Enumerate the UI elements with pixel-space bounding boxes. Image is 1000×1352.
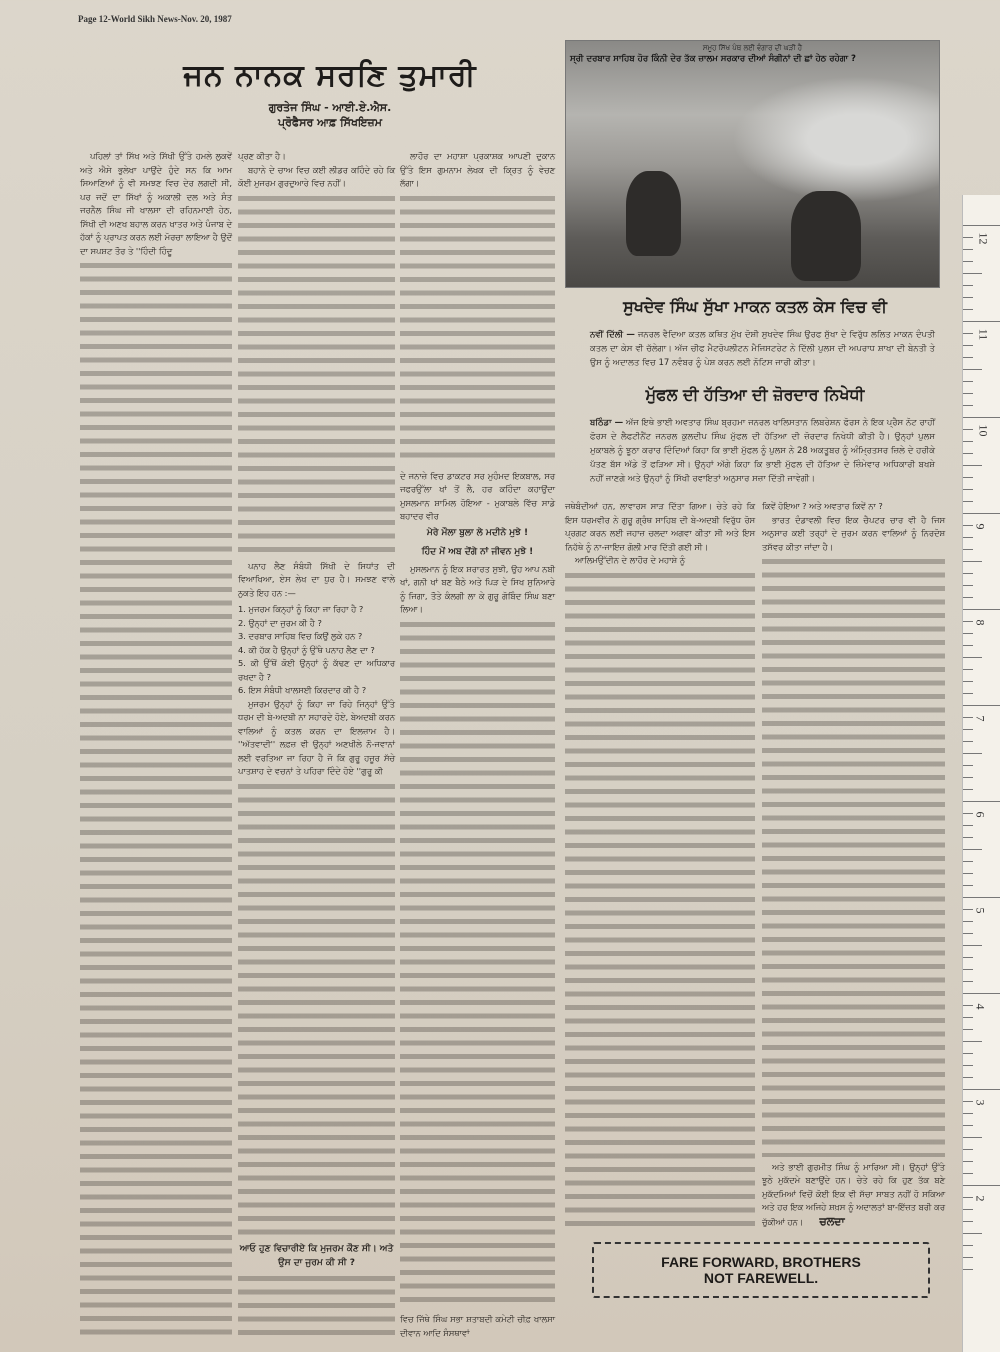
ruler-minor-tick [963, 249, 973, 250]
ruler-minor-tick [963, 393, 973, 394]
continued-label: ਚਲਦਾ [819, 1214, 845, 1228]
right-section [565, 296, 945, 1232]
ruler-tick [963, 801, 1000, 802]
ruler-number: 5 [973, 907, 988, 914]
page-folio: Page 12-World Sikh News-Nov. 20, 1987 [78, 14, 232, 24]
ruler-number: 10 [976, 424, 991, 437]
paragraph: ਮੁਜਰਮ ਉਨ੍ਹਾਂ ਨੂੰ ਕਿਹਾ ਜਾ ਰਿਹੇ ਜਿਨ੍ਹਾਂ ਉੱਤੇ ਧਰਮ ਦੀ ਬੇ-ਅਦਬੀ ਨਾ ਸਹਾਰਦੇ ਹੋਏ, ਬੇਅਦਬੀ ਕਰਨ ਵਾਲਿਆਂ ਨੂੰ ਕਤਲ ਕਰਨ ਦਾ ਇਲਜ਼ਾਮ ਹੈ। ''ਅੱਤਵਾਦੀ'' ਲਫ਼ਜ਼ ਵੀ ਉਨ੍ਹਾਂ ਅਣਖੀਲੇ ਨੌ-ਜਵਾਨਾਂ ਲਈ ਵਰਤਿਆ ਜਾ ਰਿਹਾ ਹੈ ਜੋ ਕਿ ਗੁਰੂ ਹਜ਼ੂਰ ਸੱਚੇ ਪਾਤਸ਼ਾਹ ਦੇ ਵਚਨਾਂ ਤੇ ਪਹਿਰਾ ਦਿੰਦੇ ਹੋਏ ''ਗੁਰੂ ਕੀ [238, 698, 395, 776]
dateline: ਨਵੀਂ ਦਿੱਲੀ — [590, 330, 635, 340]
photo-captions [570, 43, 935, 65]
ruler-minor-tick [963, 1017, 973, 1018]
ruler-minor-tick [963, 693, 973, 694]
body-text-lines [400, 196, 555, 466]
ruler-number: 3 [973, 1099, 988, 1106]
ruler-minor-tick [963, 933, 973, 934]
couplet-line: ਹਿੰਦ ਮੇਂ ਅਬ ਦੇਂਗੇ ਨਾਂ ਜੀਵਨ ਮੁਝੇ ! [421, 547, 534, 557]
photo-caption: ਸ੍ਰੀ ਦਰਬਾਰ ਸਾਹਿਬ ਹੋਰ ਕਿੰਨੀ ਦੇਰ ਤੱਕ ਜ਼ਾਲਮ ਸਰਕਾਰ ਦੀਆਂ ਸੰਗੀਨਾਂ ਦੀ ਛਾਂ ਹੇਠ ਰਹੇਗਾ ? [570, 54, 856, 64]
list-item: 5. ਕੀ ਉੱਥੋਂ ਕੋਈ ਉਨ੍ਹਾਂ ਨੂੰ ਕੱਢਣ ਦਾ ਅਧਿਕਾਰ ਰਖਦਾ ਹੈ ? [238, 658, 395, 682]
ruler-minor-tick [963, 1065, 973, 1066]
list-item: 1. ਮੁਜਰਮ ਕਿਨ੍ਹਾਂ ਨੂੰ ਕਿਹਾ ਜਾ ਰਿਹਾ ਹੈ ? [238, 604, 364, 614]
continued-columns [565, 500, 945, 1232]
ruler-minor-tick [963, 669, 973, 670]
ruler-tick [963, 1089, 1000, 1090]
body-text-lines [238, 784, 395, 1236]
story-headline: ਸੁਖਦੇਵ ਸਿੰਘ ਸੁੱਖਾ ਮਾਕਨ ਕਤਲ ਕੇਸ ਵਿਚ ਵੀ [623, 297, 887, 316]
ruler-tick [963, 417, 1000, 418]
ruler-minor-tick [963, 729, 973, 730]
story-body [590, 416, 935, 486]
paragraph: ਪਹਿਲਾਂ ਤਾਂ ਸਿੱਖ ਅਤੇ ਸਿੱਖੀ ਉੱਤੇ ਹਮਲੇ ਲੁਕਵੇਂ ਅਤੇ ਐਸੇ ਭੁਲੇਖਾ ਪਾਉਂਦੇ ਹੁੰਦੇ ਸਨ ਕਿ ਆਮ ਸਿਆਣਿਆਂ ਨੂੰ ਵੀ ਸਮਝਣ ਵਿਚ ਦੇਰ ਲਗਦੀ ਸੀ, ਪਰ ਜਦੋਂ ਦਾ ਸਿੱਖਾਂ ਨੂੰ ਅਕਾਲੀ ਦਲ ਅਤੇ ਸੰਤ ਜਰਨੈਲ ਸਿੰਘ ਜੀ ਖਾਲਸਾ ਦੀ ਰਹਿਨਮਾਈ ਹੇਠ, ਸਿੱਖੀ ਦੀ ਅਣਖ ਬਹਾਲ ਕਰਨ ਖਾਤਰ ਅਤੇ ਪੰਜਾਬ ਦੇ ਹੱਕਾਂ ਨੂੰ ਪ੍ਰਾਪਤ ਕਰਨ ਲਈ ਮੋਰਚਾ ਲਾਇਆ ਹੈ ਉਦੋਂ ਦਾ ਸਪਸ਼ਟ ਤੌਰ ਤੇ ''ਹਿੰਦੀ ਹਿੰਦੂ [80, 151, 232, 256]
ruler-minor-tick [963, 1233, 982, 1234]
ruler-tick [963, 705, 1000, 706]
paragraph: ਕਿਵੇਂ ਹੋਇਆ ? ਅਤੇ ਅਵਤਾਰ ਕਿਵੇਂ ਨਾ ? [762, 501, 883, 511]
ruler-tick [963, 897, 1000, 898]
ruler-number: 6 [973, 811, 988, 818]
ruler-number: 4 [973, 1003, 988, 1010]
ruler-minor-tick [963, 1125, 973, 1126]
ruler-tick [963, 609, 1000, 610]
ruler-minor-tick [963, 957, 973, 958]
ruler-minor-tick [963, 1101, 973, 1102]
paragraph: ਦੇ ਜਨਾਜ਼ੇ ਵਿਚ ਡਾਕਟਰ ਸਰ ਮੁਹੰਮਦ ਇਕਬਾਲ, ਸਰ ਜਫਰਉੱਲਾ ਖਾਂ ਤੋਂ ਲੈ, ਹਰ ਕਹਿੰਦਾ ਕਹਾਉਂਦਾ ਮੁਸਲਮਾਨ ਸ਼ਾਮਿਲ ਹੋਇਆ - ਮੁਕਾਬਲੇ ਵਿੱਚ ਸਾਡੇ ਬਹਾਦਰ ਵੀਰ [400, 470, 555, 521]
ruler-number: 7 [973, 715, 988, 722]
ruler-minor-tick [963, 621, 973, 622]
ruler-minor-tick [963, 837, 973, 838]
ruler-minor-tick [963, 1245, 973, 1246]
ruler-minor-tick [963, 945, 982, 946]
ruler-minor-tick [963, 717, 973, 718]
body-text-lines [400, 622, 555, 1310]
paragraph: ਬਹਾਨੇ ਦੇ ਚਾਅ ਵਿਚ ਕਈ ਲੀਡਰ ਕਹਿੰਦੇ ਰਹੇ ਕਿ ਕੋਈ ਮੁਜਰਮ ਗੁਰਦੁਆਰੇ ਵਿਚ ਨਹੀਂ। [238, 164, 395, 188]
paragraph-text: ਅਤੇ ਭਾਈ ਗੁਰਮੀਤ ਸਿੰਘ ਨੂੰ ਮਾਰਿਆ ਸੀ। ਉਨ੍ਹਾਂ ਉੱਤੇ ਝੂਠੇ ਮੁਕੱਦਮੇ ਬਣਾਉਂਦੇ ਹਨ। ਚੇਤੇ ਰਹੇ ਕਿ ਹੁਣ ਤੱਕ ਬਣੇ ਮੁਕੱਦਮਿਆਂ ਵਿਚੋਂ ਕੋਈ ਇਕ ਵੀ ਸੱਚਾ ਸਾਬਤ ਨਹੀਂ ਹੋ ਸਕਿਆ ਅਤੇ ਹਰ ਇਕ ਅਜਿਹੇ ਸ਼ਖ਼ਸ ਨੂੰ ਅਦਾਲਤਾਂ ਬਾ-ਇੱਜ਼ਤ ਬਰੀ ਕਰ ਚੁੱਕੀਆਂ ਹਨ। [762, 1161, 945, 1227]
quote-box [592, 1242, 930, 1298]
ruler-minor-tick [963, 633, 973, 634]
paragraph: ਲਾਹੌਰ ਦਾ ਮਹਾਸ਼ਾ ਪ੍ਰਕਾਸ਼ਕ ਆਪਣੀ ਦੁਕਾਨ ਉੱਤੇ ਇਸ ਗੁਮਨਾਮ ਲੇਖਕ ਦੀ ਕ੍ਰਿਤ ਨੂੰ ਵੇਚਣ ਲੱਗਾ। [400, 151, 555, 188]
ruler-minor-tick [963, 537, 973, 538]
ruler-minor-tick [963, 381, 973, 382]
body-text-lines [565, 573, 755, 1229]
ruler-minor-tick [963, 309, 973, 310]
ruler-minor-tick [963, 1257, 973, 1258]
quote-line: NOT FAREWELL. [703, 1270, 819, 1286]
ruler-minor-tick [963, 789, 973, 790]
paragraph: ਆਲਿਮਉੱਦੀਨ ਦੇ ਲਾਹੌਰ ਦੇ ਮਹਾਸ਼ੇ ਨੂੰ [575, 555, 686, 565]
body-text-lines [80, 263, 232, 1336]
soldier-figure [791, 191, 861, 281]
ruler-minor-tick [963, 549, 973, 550]
ruler-minor-tick [963, 861, 973, 862]
list-item: 6. ਇਸ ਸੰਬੰਧੀ ਖਾਲਸਈ ਕਿਰਦਾਰ ਕੀ ਹੈ ? [238, 685, 367, 695]
article-column-1 [80, 150, 232, 1340]
ruler-minor-tick [963, 561, 982, 562]
ruler [962, 195, 1000, 1352]
ruler-minor-tick [963, 909, 973, 910]
ruler-minor-tick [963, 1053, 973, 1054]
ruler-minor-tick [963, 333, 973, 334]
ruler-tick [963, 321, 1000, 322]
ruler-minor-tick [963, 285, 973, 286]
ruler-minor-tick [963, 1077, 973, 1078]
ruler-number: 2 [973, 1195, 988, 1202]
soldier-figure [626, 171, 681, 256]
paragraph: ਵਿਚ ਜਿੱਥੇ ਸਿੰਘ ਸਭਾ ਸ਼ਤਾਬਦੀ ਕਮੇਟੀ ਚੀਫ਼ ਖਾਲਸਾ ਦੀਵਾਨ ਆਦਿ ਸੰਸਥਾਵਾਂ [400, 1314, 555, 1338]
ruler-minor-tick [963, 345, 973, 346]
ruler-minor-tick [963, 1221, 973, 1222]
ruler-minor-tick [963, 465, 982, 466]
body-text-lines [238, 196, 395, 556]
ruler-number: 9 [973, 523, 988, 530]
ruler-tick [963, 1185, 1000, 1186]
ruler-minor-tick [963, 477, 973, 478]
article-headline: ਜਨ ਨਾਨਕ ਸਰਣਿ ਤੁਮਾਰੀ [183, 58, 477, 93]
ruler-minor-tick [963, 357, 973, 358]
ruler-minor-tick [963, 1041, 982, 1042]
news-photo [565, 40, 940, 288]
ruler-minor-tick [963, 489, 973, 490]
ruler-minor-tick [963, 1209, 973, 1210]
ruler-minor-tick [963, 1113, 973, 1114]
ruler-minor-tick [963, 813, 973, 814]
ruler-minor-tick [963, 981, 973, 982]
ruler-minor-tick [963, 921, 973, 922]
article-column-3 [400, 150, 555, 1340]
ruler-minor-tick [963, 1005, 973, 1006]
ruler-minor-tick [963, 369, 982, 370]
ruler-tick [963, 993, 1000, 994]
photo-caption-small: ਸਮੂਹ ਸਿੱਖ ਪੰਥ ਲਈ ਵੰਗਾਰ ਦੀ ਘੜੀ ਹੈ [702, 44, 803, 52]
paragraph: ਪਨਾਹ ਲੈਣ ਸੰਬੰਧੀ ਸਿੱਖੀ ਦੇ ਸਿਧਾਂਤ ਦੀ ਵਿਆਖਿਆ, ਏਸ ਲੇਖ ਦਾ ਧੁਰ ਹੈ। ਸਮਝਣ ਵਾਲੇ ਨੁਕਤੇ ਇਹ ਹਨ :— [238, 560, 395, 598]
ruler-minor-tick [963, 1029, 973, 1030]
ruler-minor-tick [963, 873, 973, 874]
ruler-minor-tick [963, 657, 982, 658]
ruler-minor-tick [963, 1149, 973, 1150]
ruler-tick [963, 225, 1000, 226]
ruler-minor-tick [963, 1137, 982, 1138]
ruler-minor-tick [963, 573, 973, 574]
ruler-minor-tick [963, 1269, 973, 1270]
article-column-2 [238, 150, 395, 1340]
ruler-tick [963, 513, 1000, 514]
ruler-minor-tick [963, 681, 973, 682]
ruler-minor-tick [963, 261, 973, 262]
ruler-number: 11 [976, 328, 991, 341]
paragraph: ਭਾਰਤ ਦੰਡਾਵਲੀ ਵਿਚ ਇਕ ਚੈਪਟਰ ਚਾਰ ਵੀ ਹੈ ਜਿਸ ਅਨੁਸਾਰ ਕਈ ਤਰ੍ਹਾਂ ਦੇ ਜੁਰਮ ਕਰਨ ਵਾਲਿਆਂ ਨੂੰ ਨਿਰਦੋਸ਼ ਤਸੱਵਰ ਕੀਤਾ ਜਾਂਦਾ ਹੈ। [762, 514, 945, 552]
ruler-minor-tick [963, 297, 973, 298]
ruler-minor-tick [963, 585, 973, 586]
continued-column-b [762, 500, 945, 1232]
ruler-minor-tick [963, 429, 973, 430]
dateline: ਬਠਿੰਡਾ — [590, 418, 624, 428]
list-item: 3. ਦਰਬਾਰ ਸਾਹਿਬ ਵਿਚ ਕਿਉਂ ਲੁਕੇ ਹਨ ? [238, 631, 363, 641]
story-headline: ਮੁੱਫਲ ਦੀ ਹੱਤਿਆ ਦੀ ਜ਼ੋਰਦਾਰ ਨਿਖੇਧੀ [645, 385, 865, 404]
ruler-minor-tick [963, 969, 973, 970]
ruler-minor-tick [963, 597, 973, 598]
paragraph: ਪ੍ਰਣ ਕੀਤਾ ਹੈ। [238, 151, 286, 161]
quote-line: FARE FORWARD, BROTHERS [661, 1254, 861, 1270]
ruler-minor-tick [963, 849, 982, 850]
couplet-line: ਮੇਰੇ ਮੌਲਾ ਬੁਲਾ ਲੇ ਮਦੀਨੇ ਮੁਝੇ ! [426, 527, 529, 538]
article-byline [150, 100, 510, 130]
ruler-minor-tick [963, 501, 973, 502]
ruler-minor-tick [963, 777, 973, 778]
ruler-minor-tick [963, 1197, 973, 1198]
story-text: ਜਨਰਲ ਵੈਦਿਆ ਕਤਲ ਕਥਿਤ ਮੁੱਖ ਦੋਸ਼ੀ ਸੁਖਦੇਵ ਸਿੰਘ ਉਰਫ ਸੁੱਖਾ ਦੇ ਵਿਰੁੱਧ ਲਲਿਤ ਮਾਕਨ ਦੰਪਤੀ ਕਤਲ ਦਾ ਕੇਸ ਵੀ ਚੱਲੇਗਾ। ਅੱਜ ਚੀਫ ਮੈਟਰੋਪਲੀਟਨ ਮੈਜਿਸਟਰੇਟ ਨੇ ਦਿੱਲੀ ਪੁਲਸ ਦੀ ਅਪਰਾਧ ਸ਼ਾਖਾ ਦੀ ਬੇਨਤੀ ਤੇ ਉਸ ਨੂੰ ਅਦਾਲਤ ਵਿਚ 17 ਨਵੰਬਰ ਨੂੰ ਪੇਸ਼ ਕਰਨ ਲਈ ਨੋਟਿਸ ਜਾਰੀ ਕੀਤਾ। [590, 330, 935, 368]
ruler-number: 12 [976, 232, 991, 245]
ruler-minor-tick [963, 741, 973, 742]
ruler-number: 8 [973, 619, 988, 626]
list-item: 4. ਕੀ ਹੱਕ ਹੈ ਉਨ੍ਹਾਂ ਨੂੰ ਉੱਥੇ ਪਨਾਹ ਲੈਣ ਦਾ ? [238, 644, 375, 655]
list-item: 2. ਉਨ੍ਹਾਂ ਦਾ ਜੁਰਮ ਕੀ ਹੈ ? [238, 617, 322, 628]
ruler-minor-tick [963, 885, 973, 886]
byline-title: ਪ੍ਰੋਫੈਸਰ ਆਫ਼ ਸਿੱਖਇਜ਼ਮ [278, 116, 382, 129]
paragraph: ਮੁਸਲਮਾਨ ਨੂੰ ਇਕ ਸ਼ਰਾਰਤ ਸੁਝੀ, ਉਹ ਆਪ ਨਬੀ ਖਾਂ, ਗਨੀ ਖਾਂ ਬਣ ਬੈਠੇ ਅਤੇ ਪਿੜ ਦੇ ਸਿਖ ਸੁਨਿਆਰੇ ਨੂੰ ਜਿਗਾ, ਤੌਤੇ ਕੰਲਗੀ ਲਾ ਕੇ ਗੁਰੂ ਗੋਬਿੰਦ ਸਿੰਘ ਬਣਾ ਲਿਆ। [400, 563, 555, 614]
paragraph: ਜਥੇਬੰਦੀਆਂ ਹਨ, ਲਾਵਾਰਸ ਸਾੜ ਦਿੱਤਾ ਗਿਆ। ਚੇਤੇ ਰਹੇ ਕਿ ਇਸ ਧਰਮਵੀਰ ਨੇ ਗੁਰੂ ਗ੍ਰੰਥ ਸਾਹਿਬ ਦੀ ਬੇ-ਅਦਬੀ ਵਿਰੁੱਧ ਰੋਸ ਪ੍ਰਗਟ ਕਰਨ ਲਈ ਜਹਾਜ਼ ਚਲਦਾ ਅਗਵਾ ਕੀਤਾ ਸੀ ਅਤੇ ਇਸ ਨਿਹੱਥੇ ਨੂੰ ਨਾ-ਜਾਇਜ਼ ਗੋਲੀ ਮਾਰ ਦਿੱਤੀ ਗਈ ਸੀ। [565, 501, 755, 552]
story-body [590, 328, 935, 370]
body-text-lines [238, 1276, 395, 1336]
ruler-minor-tick [963, 441, 973, 442]
paragraph [762, 1161, 945, 1230]
ruler-minor-tick [963, 645, 973, 646]
ruler-minor-tick [963, 1173, 973, 1174]
ruler-minor-tick [963, 237, 973, 238]
continued-column-a [565, 500, 755, 1232]
ruler-minor-tick [963, 1161, 973, 1162]
subheading: ਆਓ ਹੁਣ ਵਿਚਾਰੀਏ ਕਿ ਮੁਜਰਮ ਕੌਣ ਸੀ। ਅਤੇ ਉਸ ਦਾ ਜੁਰਮ ਕੀ ਸੀ ? [239, 1244, 394, 1268]
body-text-lines [762, 559, 945, 1157]
ruler-minor-tick [963, 525, 973, 526]
ruler-minor-tick [963, 765, 973, 766]
byline-name: ਗੁਰਤੇਜ ਸਿੰਘ - ਆਈ.ਏ.ਐਸ. [268, 101, 392, 114]
ruler-minor-tick [963, 825, 973, 826]
story-text: ਅੱਜ ਇਥੇ ਭਾਈ ਅਵਤਾਰ ਸਿੰਘ ਬ੍ਰਹਮਾ ਜਨਰਲ ਖਾਲਿਸਤਾਨ ਲਿਬਰੇਸ਼ਨ ਫੋਰਸ ਨੇ ਇਕ ਪ੍ਰੈਸ ਨੋਟ ਰਾਹੀਂ ਫੋਰਸ ਦੇ ਲੈਫਟੀਨੈਂਟ ਜਨਰਲ ਕੁਲਦੀਪ ਸਿੰਘ ਮੁੱਫਲ ਦੀ ਹੱਤਿਆ ਦੀ ਜ਼ੋਰਦਾਰ ਨਿਖੇਧੀ ਕੀਤੀ ਹੈ। ਉਨ੍ਹਾਂ ਪੁਲਸ ਮੁਕਾਬਲੇ ਨੂੰ ਝੂਠਾ ਕਰਾਰ ਦਿੰਦਿਆਂ ਕਿਹਾ ਕਿ ਭਾਈ ਮੁੱਫਲ ਨੂੰ ਪੁਲਸ ਨੇ 28 ਅਕਤੂਬਰ ਨੂੰ ਅੰਮ੍ਰਿਤਸਰ ਜ਼ਿਲੇ ਦੇ ਹਰੀਕੇ ਪੱਤਣ ਬੱਸ ਅੱਡੇ ਤੋਂ ਫੜਿਆ ਸੀ। ਉਨ੍ਹਾਂ ਅੱਗੇ ਕਿਹਾ ਕਿ ਭਾਈ ਮੁੱਫਲ ਦੀ ਹੱਤਿਆ ਦੇ ਜ਼ਿੰਮੇਵਾਰ ਅਧਿਕਾਰੀ ਬਖਸ਼ੇ ਨਹੀਂ ਜਾਣਗੇ ਅਤੇ ਉਨ੍ਹਾਂ ਨੂੰ ਸਿੱਖੀ ਰਵਾਇਤਾਂ ਅਨੁਸਾਰ ਸਜ਼ਾ ਦਿੱਤੀ ਜਾਵੇਗੀ। [590, 418, 935, 484]
ruler-minor-tick [963, 405, 973, 406]
ruler-minor-tick [963, 453, 973, 454]
ruler-minor-tick [963, 753, 982, 754]
ruler-minor-tick [963, 273, 982, 274]
